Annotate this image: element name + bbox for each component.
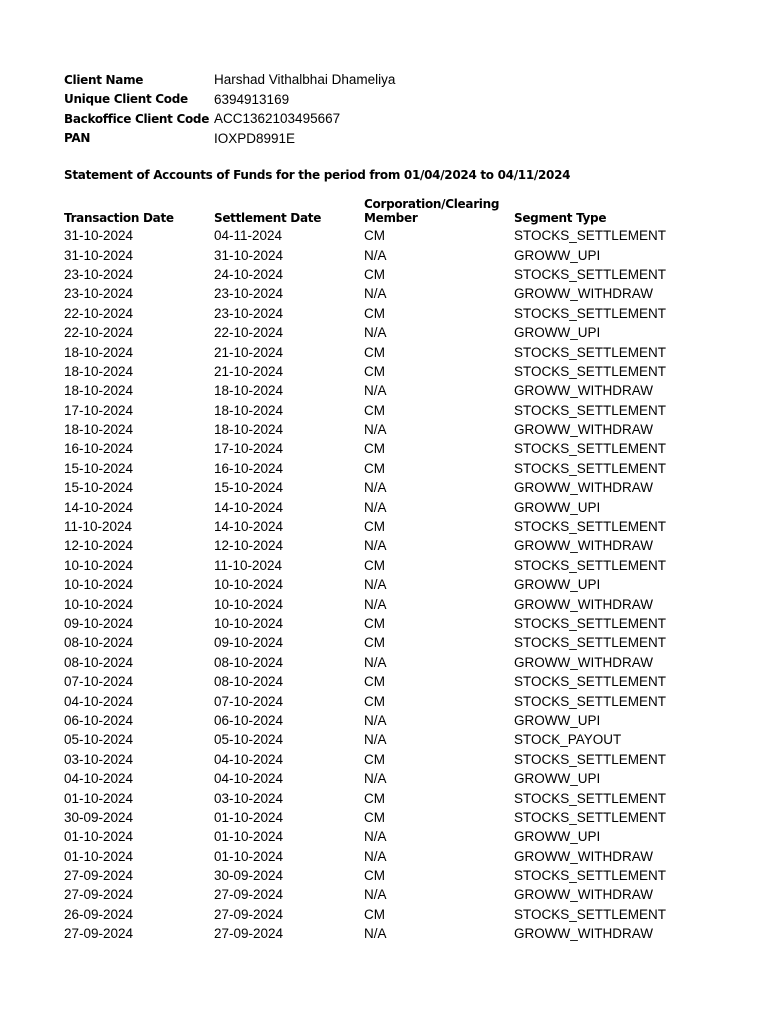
segment-type-cell: GROWW_UPI: [514, 325, 601, 341]
transaction-date-cell: 22-10-2024: [64, 305, 134, 321]
segment-type-cell: STOCKS_SETTLEMENT: [514, 751, 667, 767]
table-row: [64, 401, 724, 420]
segment-type-cell: STOCKS_SETTLEMENT: [514, 557, 667, 573]
settlement-date-cell: 27-09-2024: [214, 887, 284, 903]
table-row: [64, 653, 724, 672]
client-name-value: Harshad Vithalbhai Dhameliya: [214, 72, 396, 88]
settlement-date-cell: 04-10-2024: [214, 771, 284, 787]
segment-type-cell: GROWW_WITHDRAW: [514, 286, 653, 302]
statement-title: Statement of Accounts of Funds for the period from 01/04/2024 to 04/11/2024: [64, 168, 571, 182]
settlement-date-cell: 06-10-2024: [214, 712, 284, 728]
segment-type-cell: STOCKS_SETTLEMENT: [514, 693, 667, 709]
table-row: [64, 594, 724, 613]
table-row: [64, 362, 724, 381]
transaction-date-cell: 04-10-2024: [64, 693, 134, 709]
transaction-date-cell: 31-10-2024: [64, 247, 134, 263]
segment-type-cell: STOCKS_SETTLEMENT: [514, 790, 667, 806]
settlement-date-cell: 10-10-2024: [214, 616, 284, 631]
settlement-date-cell: 08-10-2024: [214, 674, 284, 690]
client-name-row: [64, 70, 395, 90]
table-row: [64, 847, 724, 866]
settlement-date-cell: 16-10-2024: [214, 460, 284, 476]
transaction-date-cell: 27-09-2024: [64, 868, 134, 884]
settlement-date-cell: 14-10-2024: [214, 519, 284, 535]
pan-row: [64, 129, 395, 149]
table-row: [64, 633, 724, 652]
transaction-date-cell: 18-10-2024: [64, 383, 134, 399]
transaction-date-cell: 10-10-2024: [64, 577, 134, 593]
table-body: [64, 226, 724, 943]
table-row: [64, 905, 724, 924]
transaction-date-cell: 15-10-2024: [64, 460, 134, 476]
segment-type-cell: GROWW_UPI: [514, 499, 601, 515]
table-row: [64, 672, 724, 691]
settlement-date-cell: 07-10-2024: [214, 693, 284, 709]
clearing-member-cell: CM: [364, 616, 385, 631]
pan-label: PAN: [64, 131, 91, 146]
settlement-date-cell: 31-10-2024: [214, 247, 284, 263]
segment-type-cell: STOCKS_SETTLEMENT: [514, 674, 667, 690]
table-header: [64, 192, 724, 226]
table-row: [64, 885, 724, 904]
clearing-member-cell: N/A: [364, 732, 387, 748]
transaction-date-cell: 06-10-2024: [64, 712, 134, 728]
settlement-date-cell: 27-09-2024: [214, 906, 284, 922]
segment-type-cell: STOCKS_SETTLEMENT: [514, 305, 667, 321]
segment-type-cell: GROWW_WITHDRAW: [514, 538, 653, 554]
settlement-date-cell: 08-10-2024: [214, 654, 284, 670]
transaction-date-cell: 01-10-2024: [64, 790, 134, 806]
header-clearing-member: Corporation/Clearing Member: [364, 197, 500, 225]
settlement-date-cell: 01-10-2024: [214, 829, 284, 845]
settlement-date-cell: 27-09-2024: [214, 926, 284, 942]
backoffice-client-code-label: Backoffice Client Code: [64, 111, 210, 126]
settlement-date-cell: 18-10-2024: [214, 383, 284, 399]
clearing-member-cell: CM: [364, 674, 385, 690]
transaction-date-cell: 18-10-2024: [64, 422, 134, 438]
segment-type-cell: STOCKS_SETTLEMENT: [514, 402, 667, 418]
segment-type-cell: GROWW_UPI: [514, 771, 601, 787]
transaction-date-cell: 01-10-2024: [64, 848, 134, 864]
transaction-date-cell: 01-10-2024: [64, 829, 134, 845]
settlement-date-cell: 01-10-2024: [214, 809, 284, 825]
transaction-date-cell: 09-10-2024: [64, 616, 134, 631]
table-row: [64, 730, 724, 749]
table-row: [64, 420, 724, 439]
transaction-date-cell: 11-10-2024: [64, 519, 133, 535]
transaction-date-cell: 31-10-2024: [64, 228, 134, 244]
clearing-member-cell: N/A: [364, 771, 387, 787]
clearing-member-cell: N/A: [364, 422, 387, 438]
table-row: [64, 265, 724, 284]
clearing-member-cell: CM: [364, 790, 385, 806]
segment-type-cell: STOCKS_SETTLEMENT: [514, 906, 667, 922]
table-row: [64, 497, 724, 516]
clearing-member-cell: CM: [364, 460, 385, 476]
transaction-date-cell: 10-10-2024: [64, 596, 134, 612]
table-row: [64, 323, 724, 342]
settlement-date-cell: 22-10-2024: [214, 325, 284, 341]
clearing-member-cell: CM: [364, 266, 385, 282]
clearing-member-cell: N/A: [364, 480, 387, 496]
table-row: [64, 808, 724, 827]
transaction-date-cell: 14-10-2024: [64, 499, 134, 515]
settlement-date-cell: 14-10-2024: [214, 499, 284, 515]
segment-type-cell: GROWW_WITHDRAW: [514, 422, 653, 438]
clearing-member-cell: CM: [364, 906, 385, 922]
clearing-member-cell: CM: [364, 868, 385, 884]
settlement-date-cell: 04-10-2024: [214, 751, 284, 767]
transactions-table: [64, 192, 724, 943]
transaction-date-cell: 18-10-2024: [64, 344, 134, 360]
clearing-member-cell: CM: [364, 344, 385, 360]
segment-type-cell: GROWW_WITHDRAW: [514, 887, 653, 903]
clearing-member-cell: CM: [364, 402, 385, 418]
clearing-member-cell: N/A: [364, 887, 387, 903]
settlement-date-cell: 15-10-2024: [214, 480, 284, 496]
transaction-date-cell: 05-10-2024: [64, 732, 134, 748]
settlement-date-cell: 18-10-2024: [214, 422, 284, 438]
clearing-member-cell: CM: [364, 363, 385, 379]
segment-type-cell: GROWW_UPI: [514, 577, 601, 593]
transaction-date-cell: 08-10-2024: [64, 635, 134, 651]
transaction-date-cell: 15-10-2024: [64, 480, 134, 496]
pan-value: IOXPD8991E: [214, 130, 296, 146]
segment-type-cell: STOCKS_SETTLEMENT: [514, 616, 667, 631]
settlement-date-cell: 12-10-2024: [214, 538, 284, 554]
settlement-date-cell: 09-10-2024: [214, 635, 284, 651]
clearing-member-cell: N/A: [364, 829, 387, 845]
settlement-date-cell: 17-10-2024: [214, 441, 284, 457]
transaction-date-cell: 23-10-2024: [64, 286, 134, 302]
segment-type-cell: GROWW_WITHDRAW: [514, 848, 653, 864]
clearing-member-cell: N/A: [364, 325, 387, 341]
transaction-date-cell: 18-10-2024: [64, 363, 134, 379]
settlement-date-cell: 11-10-2024: [214, 557, 283, 573]
backoffice-client-code-row: [64, 109, 395, 129]
settlement-date-cell: 01-10-2024: [214, 848, 284, 864]
clearing-member-cell: CM: [364, 557, 385, 573]
table-row: [64, 556, 724, 575]
table-row: [64, 575, 724, 594]
transaction-date-cell: 07-10-2024: [64, 674, 134, 690]
unique-client-code-value: 6394913169: [214, 91, 290, 107]
settlement-date-cell: 18-10-2024: [214, 402, 284, 418]
clearing-member-cell: N/A: [364, 848, 387, 864]
header-segment-type: Segment Type: [514, 211, 607, 225]
header-transaction-date: Transaction Date: [64, 211, 174, 225]
transaction-date-cell: 30-09-2024: [64, 809, 134, 825]
clearing-member-cell: N/A: [364, 926, 387, 942]
table-row: [64, 478, 724, 497]
segment-type-cell: STOCKS_SETTLEMENT: [514, 363, 667, 379]
table-row: [64, 788, 724, 807]
segment-type-cell: STOCKS_SETTLEMENT: [514, 266, 667, 282]
table-row: [64, 459, 724, 478]
unique-client-code-row: [64, 90, 395, 110]
segment-type-cell: STOCKS_SETTLEMENT: [514, 635, 667, 651]
table-row: [64, 245, 724, 264]
settlement-date-cell: 03-10-2024: [214, 790, 284, 806]
segment-type-cell: STOCKS_SETTLEMENT: [514, 228, 667, 244]
table-row: [64, 691, 724, 710]
header-settlement-date: Settlement Date: [214, 211, 322, 225]
table-row: [64, 866, 724, 885]
transaction-date-cell: 23-10-2024: [64, 266, 134, 282]
clearing-member-cell: N/A: [364, 499, 387, 515]
table-row: [64, 439, 724, 458]
transaction-date-cell: 26-09-2024: [64, 906, 134, 922]
clearing-member-cell: N/A: [364, 596, 387, 612]
segment-type-cell: GROWW_UPI: [514, 247, 601, 263]
segment-type-cell: GROWW_WITHDRAW: [514, 926, 653, 942]
table-row: [64, 924, 724, 943]
clearing-member-cell: N/A: [364, 247, 387, 263]
clearing-member-cell: N/A: [364, 538, 387, 554]
settlement-date-cell: 30-09-2024: [214, 868, 284, 884]
settlement-date-cell: 10-10-2024: [214, 577, 284, 593]
unique-client-code-label: Unique Client Code: [64, 92, 188, 107]
settlement-date-cell: 24-10-2024: [214, 266, 284, 282]
transaction-date-cell: 17-10-2024: [64, 402, 134, 418]
table-row: [64, 226, 724, 245]
client-name-label: Client Name: [64, 72, 144, 87]
settlement-date-cell: 04-11-2024: [214, 228, 283, 244]
segment-type-cell: STOCKS_SETTLEMENT: [514, 460, 667, 476]
client-info-block: [64, 70, 395, 148]
clearing-member-cell: CM: [364, 693, 385, 709]
segment-type-cell: GROWW_UPI: [514, 712, 601, 728]
clearing-member-cell: CM: [364, 519, 385, 535]
table-row: [64, 827, 724, 846]
table-row: [64, 536, 724, 555]
table-row: [64, 614, 724, 633]
clearing-member-cell: CM: [364, 305, 385, 321]
clearing-member-cell: CM: [364, 228, 385, 244]
clearing-member-cell: CM: [364, 809, 385, 825]
table-row: [64, 517, 724, 536]
segment-type-cell: STOCKS_SETTLEMENT: [514, 519, 667, 535]
settlement-date-cell: 05-10-2024: [214, 732, 284, 748]
segment-type-cell: GROWW_WITHDRAW: [514, 596, 653, 612]
settlement-date-cell: 23-10-2024: [214, 286, 284, 302]
table-row: [64, 381, 724, 400]
transaction-date-cell: 12-10-2024: [64, 538, 134, 554]
clearing-member-cell: CM: [364, 635, 385, 651]
segment-type-cell: STOCKS_SETTLEMENT: [514, 441, 667, 457]
clearing-member-cell: N/A: [364, 577, 387, 593]
segment-type-cell: GROWW_WITHDRAW: [514, 383, 653, 399]
settlement-date-cell: 10-10-2024: [214, 596, 284, 612]
table-row: [64, 284, 724, 303]
transaction-date-cell: 10-10-2024: [64, 557, 134, 573]
clearing-member-cell: CM: [364, 441, 385, 457]
clearing-member-cell: N/A: [364, 286, 387, 302]
clearing-member-cell: N/A: [364, 654, 387, 670]
segment-type-cell: STOCKS_SETTLEMENT: [514, 868, 667, 884]
transaction-date-cell: 08-10-2024: [64, 654, 134, 670]
table-row: [64, 342, 724, 361]
transaction-date-cell: 03-10-2024: [64, 751, 134, 767]
backoffice-client-code-value: ACC1362103495667: [214, 111, 341, 127]
settlement-date-cell: 21-10-2024: [214, 363, 284, 379]
table-row: [64, 304, 724, 323]
clearing-member-cell: CM: [364, 751, 385, 767]
settlement-date-cell: 23-10-2024: [214, 305, 284, 321]
transaction-date-cell: 27-09-2024: [64, 887, 134, 903]
clearing-member-cell: N/A: [364, 383, 387, 399]
table-row: [64, 750, 724, 769]
clearing-member-cell: N/A: [364, 712, 387, 728]
table-row: [64, 711, 724, 730]
table-row: [64, 769, 724, 788]
segment-type-cell: GROWW_UPI: [514, 829, 601, 845]
transaction-date-cell: 22-10-2024: [64, 325, 134, 341]
settlement-date-cell: 21-10-2024: [214, 344, 284, 360]
segment-type-cell: STOCKS_SETTLEMENT: [514, 809, 667, 825]
transaction-date-cell: 27-09-2024: [64, 926, 134, 942]
segment-type-cell: GROWW_WITHDRAW: [514, 480, 653, 496]
transaction-date-cell: 04-10-2024: [64, 771, 134, 787]
segment-type-cell: STOCKS_SETTLEMENT: [514, 344, 667, 360]
segment-type-cell: STOCK_PAYOUT: [514, 732, 622, 748]
transaction-date-cell: 16-10-2024: [64, 441, 134, 457]
segment-type-cell: GROWW_WITHDRAW: [514, 654, 653, 670]
